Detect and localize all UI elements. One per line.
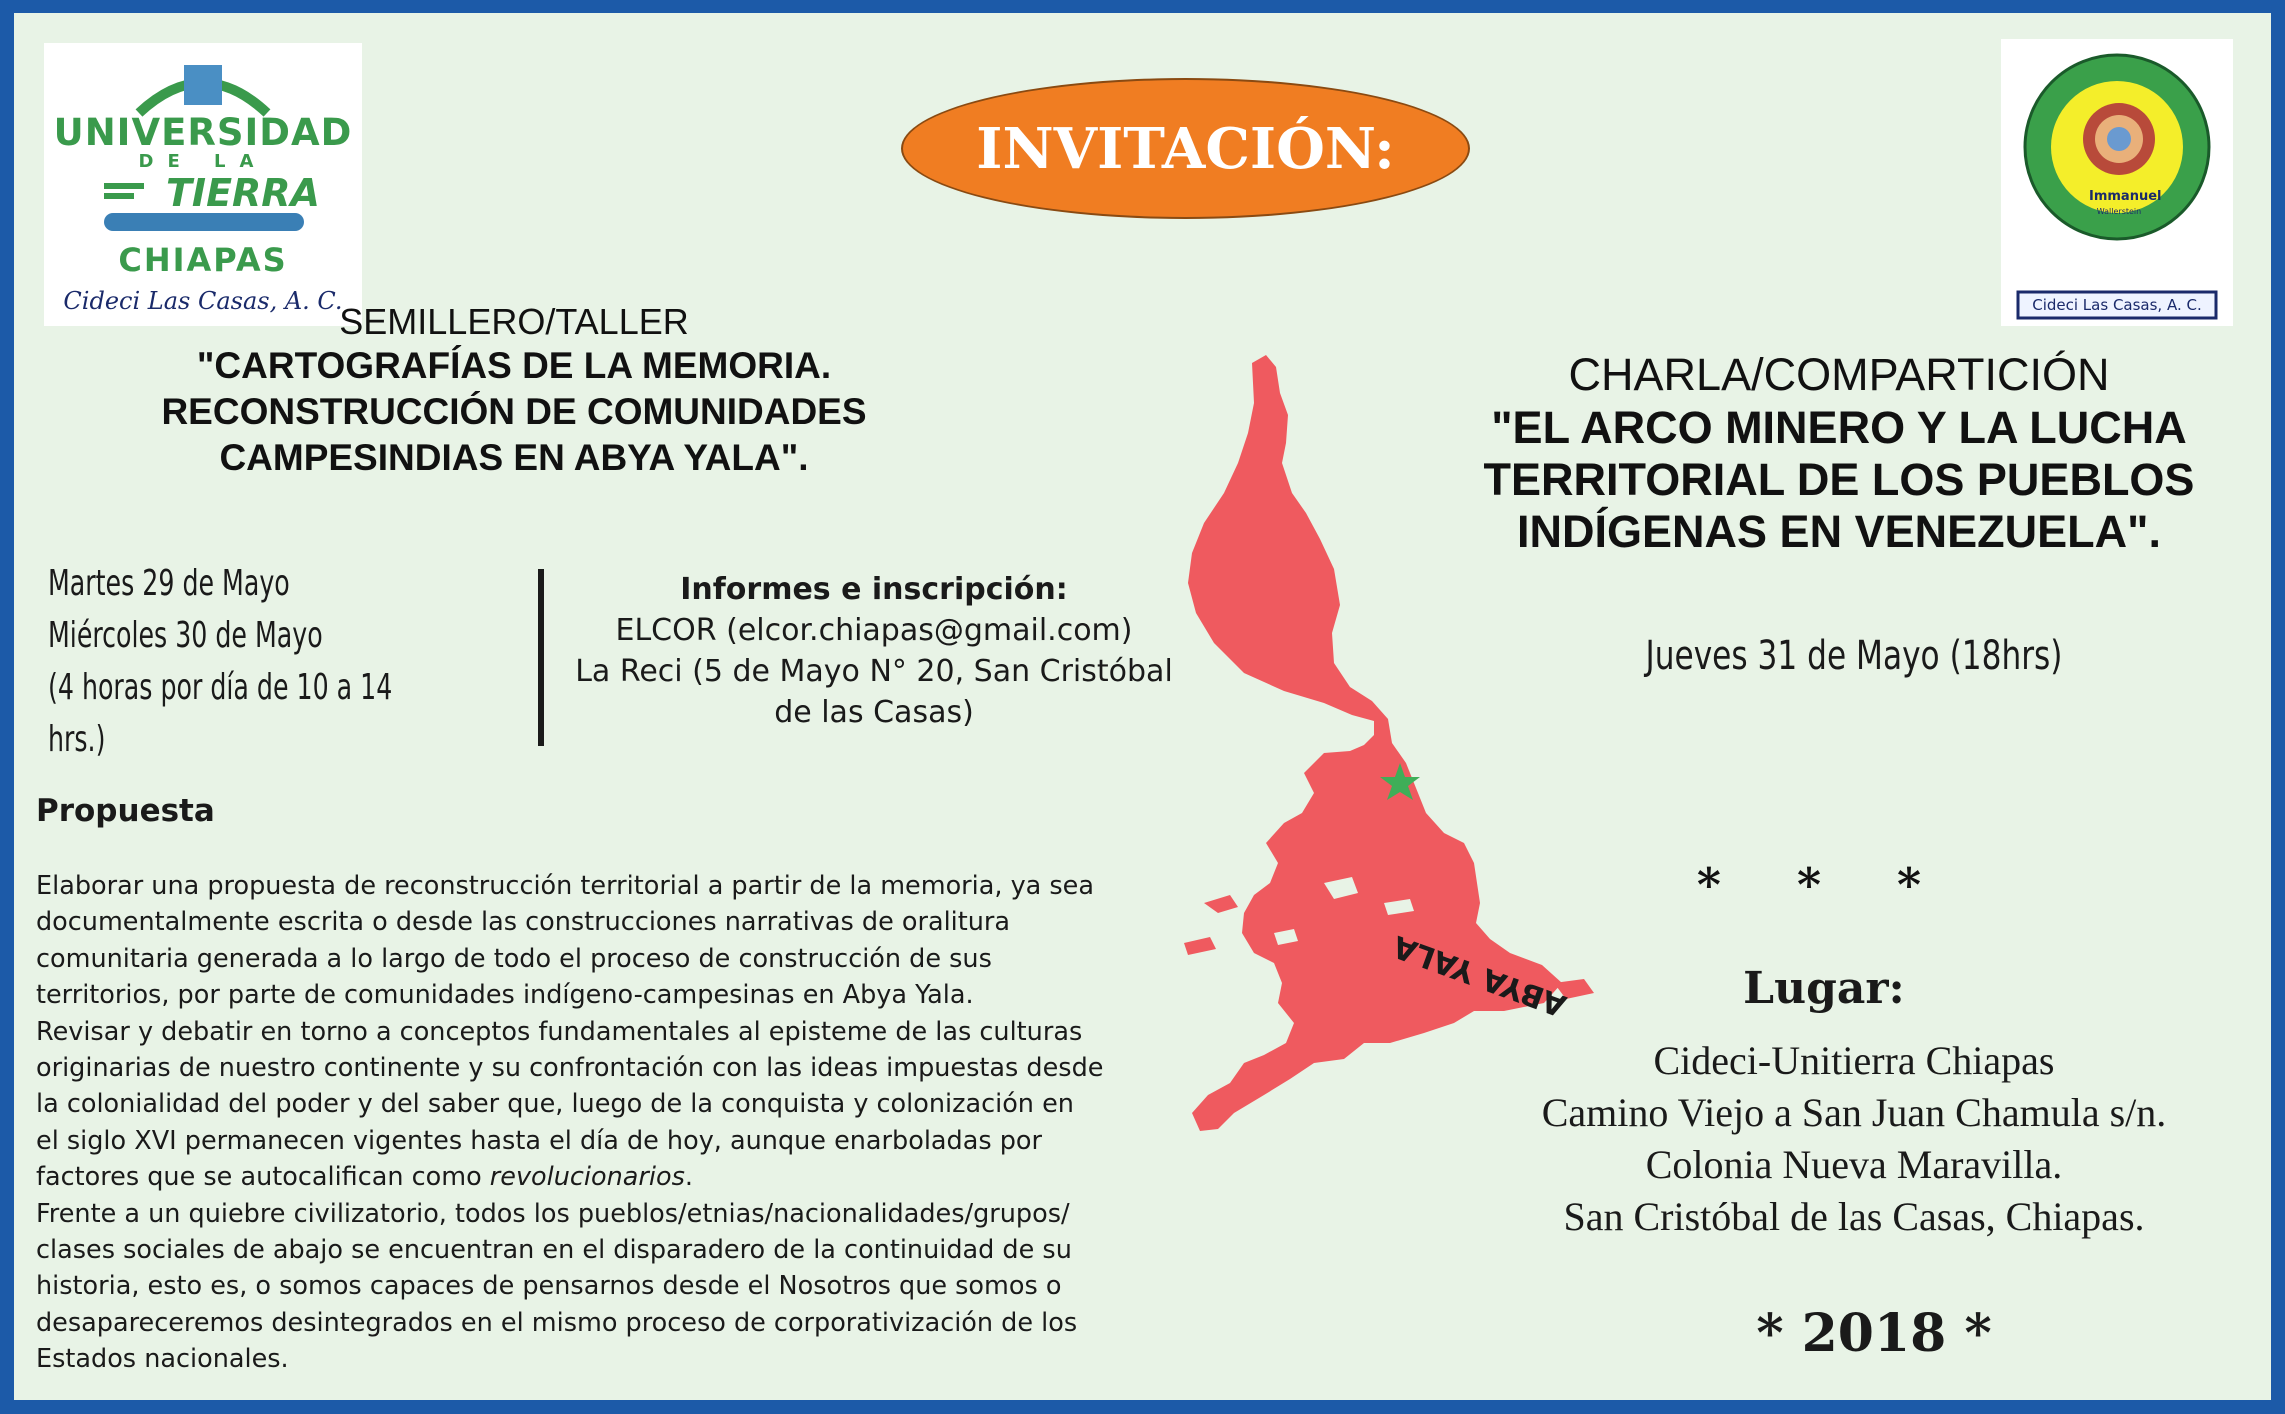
- date-line: Martes 29 de Mayo: [48, 563, 290, 604]
- invitation-poster: [14, 13, 2271, 1400]
- lugar-address: [1454, 1035, 2254, 1243]
- propuesta-line: desapareceremos desintegrados en el mismo proceso de corporativización de los: [36, 1307, 1078, 1338]
- info-line: de las Casas): [774, 695, 974, 730]
- propuesta-line: la colonialidad del poder y del saber que, luego de la conquista y colonización en: [36, 1089, 1074, 1120]
- workshop-title-line: "CARTOGRAFÍAS DE LA MEMORIA.: [196, 345, 832, 386]
- workshop-dates: [48, 558, 438, 766]
- propuesta-line: historia, esto es, o somos capaces de pensarnos desde el Nosotros que somos o: [36, 1271, 1062, 1302]
- invitation-banner: INVITACIÓN:: [901, 78, 1470, 219]
- cideci-wallerstein-logo: [2001, 39, 2233, 326]
- propuesta-line: Elaborar una propuesta de reconstrucción territorial a partir de la memoria, ya sea: [36, 871, 1095, 901]
- address-line: San Cristóbal de las Casas, Chiapas.: [1563, 1194, 2145, 1239]
- propuesta-line: Frente a un quiebre civilizatorio, todos los pueblos/etnias/nacionalidades/grupos/: [36, 1198, 1070, 1229]
- propuesta-line-with-italic: [36, 1159, 1166, 1195]
- logo-line-universidad: UNIVERSIDAD: [53, 111, 353, 154]
- workshop-title-line: RECONSTRUCCIÓN DE COMUNIDADES: [161, 391, 867, 432]
- logo-seal-graphic: [2001, 39, 2233, 326]
- info-line: La Reci (5 de Mayo N° 20, San Cristóbal: [575, 654, 1173, 689]
- contact-info: [554, 569, 1194, 733]
- info-heading: Informes e inscripción:: [680, 572, 1068, 607]
- logo-line-tierra: TIERRA: [166, 171, 320, 215]
- propuesta-italic-word: revolucionarios: [489, 1162, 685, 1193]
- seal-name: Immanuel: [2089, 189, 2162, 204]
- date-line: Miércoles 30 de Mayo: [48, 615, 323, 656]
- propuesta-body: [36, 868, 1166, 1378]
- propuesta-italic-suffix: .: [684, 1162, 693, 1193]
- map-label: ABYA YALA: [1388, 928, 1571, 1023]
- charla-kind: CHARLA/COMPARTICIÓN: [1568, 349, 2110, 400]
- propuesta-line: Revisar y debatir en torno a conceptos fundamentales al episteme de las culturas: [36, 1016, 1083, 1047]
- propuesta-line: clases sociales de abajo se encuentran en el disparadero de la continuidad de su: [36, 1235, 1072, 1266]
- propuesta-line: comunitaria generada a lo largo de todo el proceso de construcción de sus: [36, 943, 992, 974]
- workshop-kind: SEMILLERO/TALLER: [339, 301, 689, 342]
- address-line: Cideci-Unitierra Chiapas: [1653, 1038, 2055, 1083]
- charla-title-line: "EL ARCO MINERO Y LA LUCHA: [1491, 402, 2187, 453]
- propuesta-heading: Propuesta: [36, 793, 215, 829]
- info-line: ELCOR (elcor.chiapas@gmail.com): [615, 613, 1133, 648]
- propuesta-line: el siglo XVI permanecen vigentes hasta el día de hoy, aunque enarboladas por: [36, 1125, 1043, 1156]
- seal-name-2: Wallerstein: [2096, 207, 2142, 216]
- charla-section: [1424, 348, 2254, 558]
- logo-line-cideci: Cideci Las Casas, A. C.: [63, 287, 343, 315]
- decorative-stars: * * *: [1696, 858, 1952, 912]
- propuesta-line: territorios, por parte de comunidades indígeno-campesinas en Abya Yala.: [36, 980, 974, 1011]
- lugar-heading: Lugar:: [1743, 963, 1905, 1014]
- propuesta-line: Estados nacionales.: [36, 1344, 289, 1375]
- propuesta-line: originarias de nuestro continente y su confrontación con las ideas impuestas desde: [36, 1053, 1104, 1084]
- date-line: (4 horas por día de 10 a 14 hrs.): [48, 667, 393, 760]
- propuesta-line-text: factores que se autocalifican como: [36, 1162, 490, 1193]
- workshop-title-line: CAMPESINDIAS EN ABYA YALA".: [219, 437, 809, 478]
- charla-title-line: TERRITORIAL DE LOS PUEBLOS: [1483, 454, 2195, 505]
- address-line: Colonia Nueva Maravilla.: [1645, 1142, 2063, 1187]
- logo-line-de-la: DE LA: [138, 151, 268, 172]
- workshop-section: [144, 301, 884, 481]
- vertical-divider: [538, 569, 544, 746]
- charla-title-line: INDÍGENAS EN VENEZUELA".: [1517, 506, 2161, 557]
- event-year: * 2018 *: [1756, 1303, 1992, 1364]
- seal-caption: Cideci Las Casas, A. C.: [2032, 296, 2202, 314]
- charla-date: Jueves 31 de Mayo (18hrs): [1645, 633, 2063, 679]
- address-line: Camino Viejo a San Juan Chamula s/n.: [1541, 1090, 2167, 1135]
- logo-line-chiapas: CHIAPAS: [118, 241, 288, 279]
- propuesta-line: documentalmente escrita o desde las construcciones narrativas de oralitura: [36, 907, 1011, 938]
- universidad-de-la-tierra-logo: [44, 43, 362, 326]
